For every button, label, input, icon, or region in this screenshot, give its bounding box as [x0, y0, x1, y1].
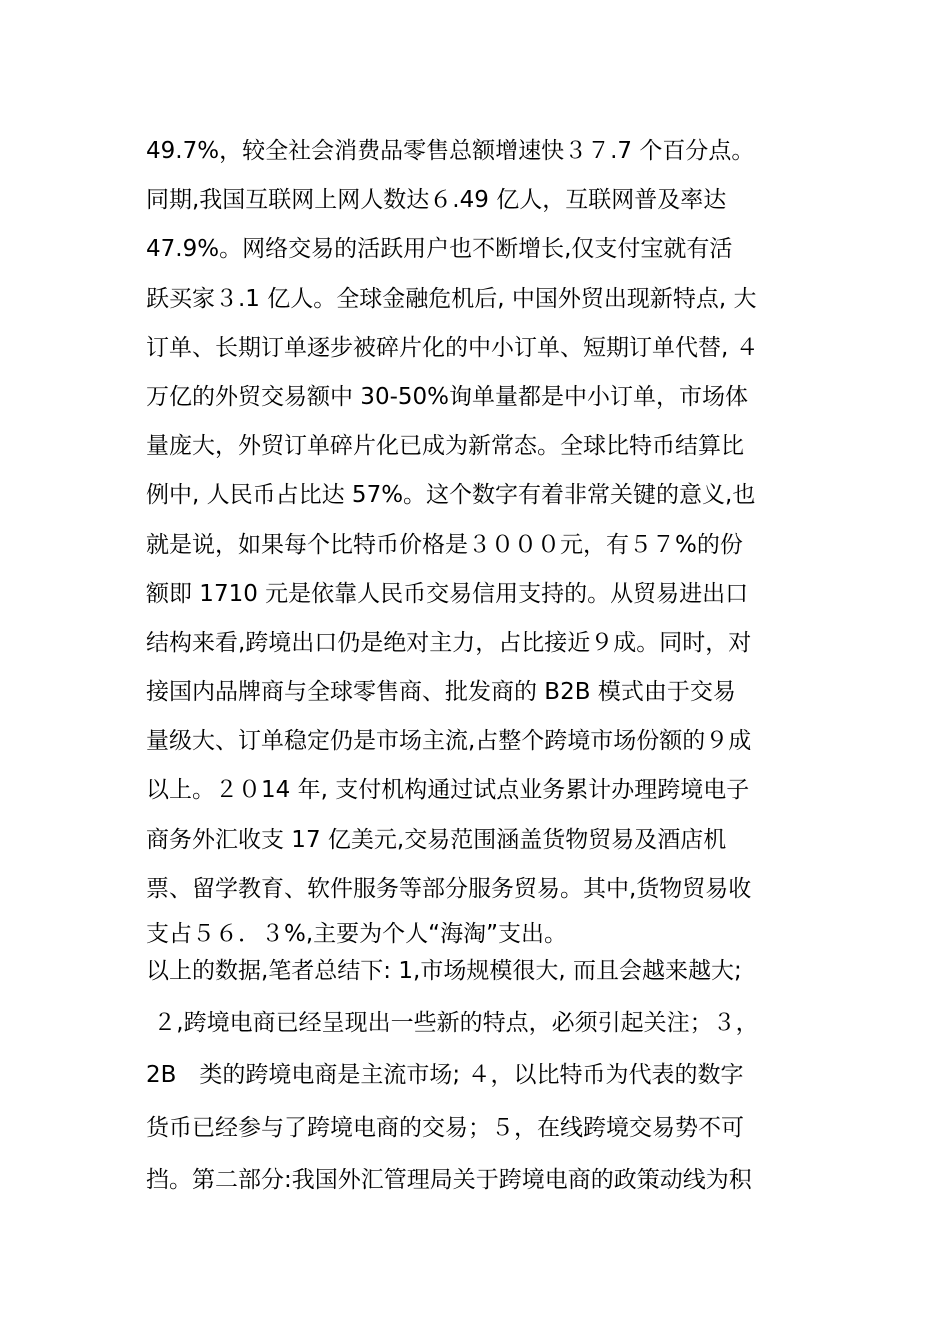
text-line: 例中, 人民币占比达 57%。这个数字有着非常关键的意义,也	[146, 482, 756, 509]
text-line: 49.7%，较全社会消费品零售总额增速快３７.7 个百分点。	[146, 138, 755, 164]
text-line: 同期,我国互联网上网人数达６.49 亿人，互联网普及率达	[146, 187, 727, 214]
text-line: 结构来看,跨境出口仍是绝对主力，占比接近９成。同时，对	[146, 629, 752, 656]
text-line: 量级大、订单稳定仍是市场主流,占整个跨境市场份额的９成	[146, 728, 752, 755]
text-line: 订单、长期订单逐步被碎片化的中小订单、短期订单代替, ４	[146, 334, 759, 361]
text-line: 跃买家３.1 亿人。全球金融危机后, 中国外贸出现新特点, 大	[146, 285, 757, 312]
text-line: 量庞大，外贸订单碎片化已成为新常态。全球比特币结算比	[146, 433, 744, 460]
text-line: 47.9%。网络交易的活跃用户也不断增长,仅支付宝就有活	[146, 236, 733, 263]
text-line: 货币已经参与了跨境电商的交易；５，在线跨境交易势不可	[146, 1114, 744, 1141]
text-line: 以上的数据,笔者总结下: 1,市场规模很大, 而且会越来越大;	[146, 958, 742, 984]
text-line: 额即 1710 元是依靠人民币交易信用支持的。从贸易进出口	[146, 580, 749, 607]
text-line: ２,跨境电商已经呈现出一些新的特点，必须引起关注；３，	[146, 1010, 759, 1037]
text-line: 支占５６．３%,主要为个人“海淘”支出。	[146, 921, 567, 947]
text-line: 就是说，如果每个比特币价格是３０００元，有５７%的份	[146, 531, 743, 558]
text-line: 商务外汇收支 17 亿美元,交易范围涵盖货物贸易及酒店机	[146, 826, 727, 853]
text-line: 票、留学教育、软件服务等部分服务贸易。其中,货物贸易收	[146, 875, 752, 902]
text-line: 2B 类的跨境电商是主流市场; ４，以比特币为代表的数字	[146, 1062, 744, 1089]
text-line: 接国内品牌商与全球零售商、批发商的 B2B 模式由于交易	[146, 679, 736, 706]
paragraph-1	[146, 127, 826, 954]
text-line: 万亿的外贸交易额中 30-50%询单量都是中小订单，市场体	[146, 383, 748, 410]
text-line: 以上。２０14 年, 支付机构通过试点业务累计办理跨境电子	[146, 777, 750, 804]
text-line: 挡。第二部分:我国外汇管理局关于跨境电商的政策动线为积	[146, 1166, 752, 1193]
paragraph-2	[146, 945, 826, 1206]
